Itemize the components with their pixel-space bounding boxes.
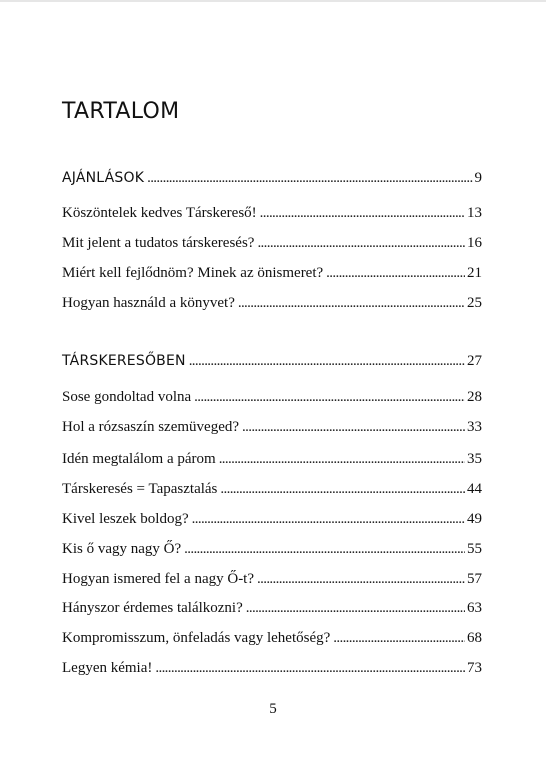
toc-entry-label: Hogyan használd a könyvet? xyxy=(62,295,235,311)
dot-leader xyxy=(242,417,465,437)
toc-page-number: 73 xyxy=(467,660,482,676)
toc-page-number: 63 xyxy=(467,600,482,616)
toc-entry[interactable] xyxy=(62,479,482,499)
dot-leader xyxy=(184,539,465,559)
toc-entry-label: Idén megtalálom a párom xyxy=(62,451,216,467)
toc-page-number: 25 xyxy=(467,295,482,311)
toc-entry-label: Hogyan ismered fel a nagy Ő-t? xyxy=(62,571,255,587)
toc-section-label: AJÁNLÁSOK xyxy=(62,170,145,186)
toc-section-heading[interactable] xyxy=(62,168,482,188)
dot-leader xyxy=(238,293,465,313)
toc-page-number: 55 xyxy=(467,541,482,557)
dot-leader xyxy=(219,449,465,469)
toc-entry[interactable] xyxy=(62,569,482,589)
toc-section-label: TÁRSKERESŐBEN xyxy=(62,353,186,369)
dot-leader xyxy=(257,233,465,253)
toc-page-number: 27 xyxy=(467,353,482,369)
toc-entry[interactable] xyxy=(62,628,482,648)
toc-entry[interactable] xyxy=(62,449,482,469)
dot-leader xyxy=(326,263,465,283)
toc-section-heading[interactable] xyxy=(62,351,482,371)
toc-entry-label: Hol a rózsaszín szemüveged? xyxy=(62,419,240,435)
toc-entry[interactable] xyxy=(62,598,482,618)
toc-page-number: 35 xyxy=(467,451,482,467)
dot-leader xyxy=(257,569,465,589)
dot-leader xyxy=(189,351,465,371)
toc-entry-label: Sose gondoltad volna xyxy=(62,389,192,405)
dot-leader xyxy=(220,479,465,499)
toc-page-number: 9 xyxy=(474,170,482,186)
toc-page-number: 44 xyxy=(467,481,482,497)
toc-entry-label: Miért kell fejlődnöm? Minek az önismeret? xyxy=(62,265,324,281)
toc-entry-label: Legyen kémia! xyxy=(62,660,153,676)
toc-entry-label: Mit jelent a tudatos társkeresés? xyxy=(62,235,255,251)
page-title: TARTALOM xyxy=(62,99,180,124)
toc-page-number: 13 xyxy=(467,205,482,221)
toc-page-number: 57 xyxy=(467,571,482,587)
toc-page-number: 28 xyxy=(467,389,482,405)
toc-entry[interactable] xyxy=(62,233,482,253)
toc-entry-label: Kompromisszum, önfeladás vagy lehetőség? xyxy=(62,630,331,646)
toc-entry[interactable] xyxy=(62,203,482,223)
dot-leader xyxy=(155,658,465,678)
toc-page-number: 49 xyxy=(467,511,482,527)
dot-leader xyxy=(192,509,465,529)
dot-leader xyxy=(246,598,465,618)
toc-entry[interactable] xyxy=(62,293,482,313)
toc-entry[interactable] xyxy=(62,658,482,678)
toc-entry-label: Köszöntelek kedves Társkereső! xyxy=(62,205,257,221)
toc-entry-label: Kis ő vagy nagy Ő? xyxy=(62,541,182,557)
toc-entry-label: Társkeresés = Tapasztalás xyxy=(62,481,218,497)
toc-entry-label: Hányszor érdemes találkozni? xyxy=(62,600,243,616)
toc-page-number: 16 xyxy=(467,235,482,251)
dot-leader xyxy=(194,387,465,407)
toc-entry[interactable] xyxy=(62,263,482,283)
toc-entry[interactable] xyxy=(62,539,482,559)
dot-leader xyxy=(260,203,465,223)
toc-page-number: 21 xyxy=(467,265,482,281)
toc-entry[interactable] xyxy=(62,509,482,529)
dot-leader xyxy=(147,168,472,188)
page-number: 5 xyxy=(269,701,277,717)
toc-page-number: 33 xyxy=(467,419,482,435)
toc-entry[interactable] xyxy=(62,387,482,407)
toc-page-number: 68 xyxy=(467,630,482,646)
toc-entry[interactable] xyxy=(62,417,482,437)
dot-leader xyxy=(333,628,465,648)
top-rule xyxy=(0,0,546,2)
toc-entry-label: Kivel leszek boldog? xyxy=(62,511,189,527)
